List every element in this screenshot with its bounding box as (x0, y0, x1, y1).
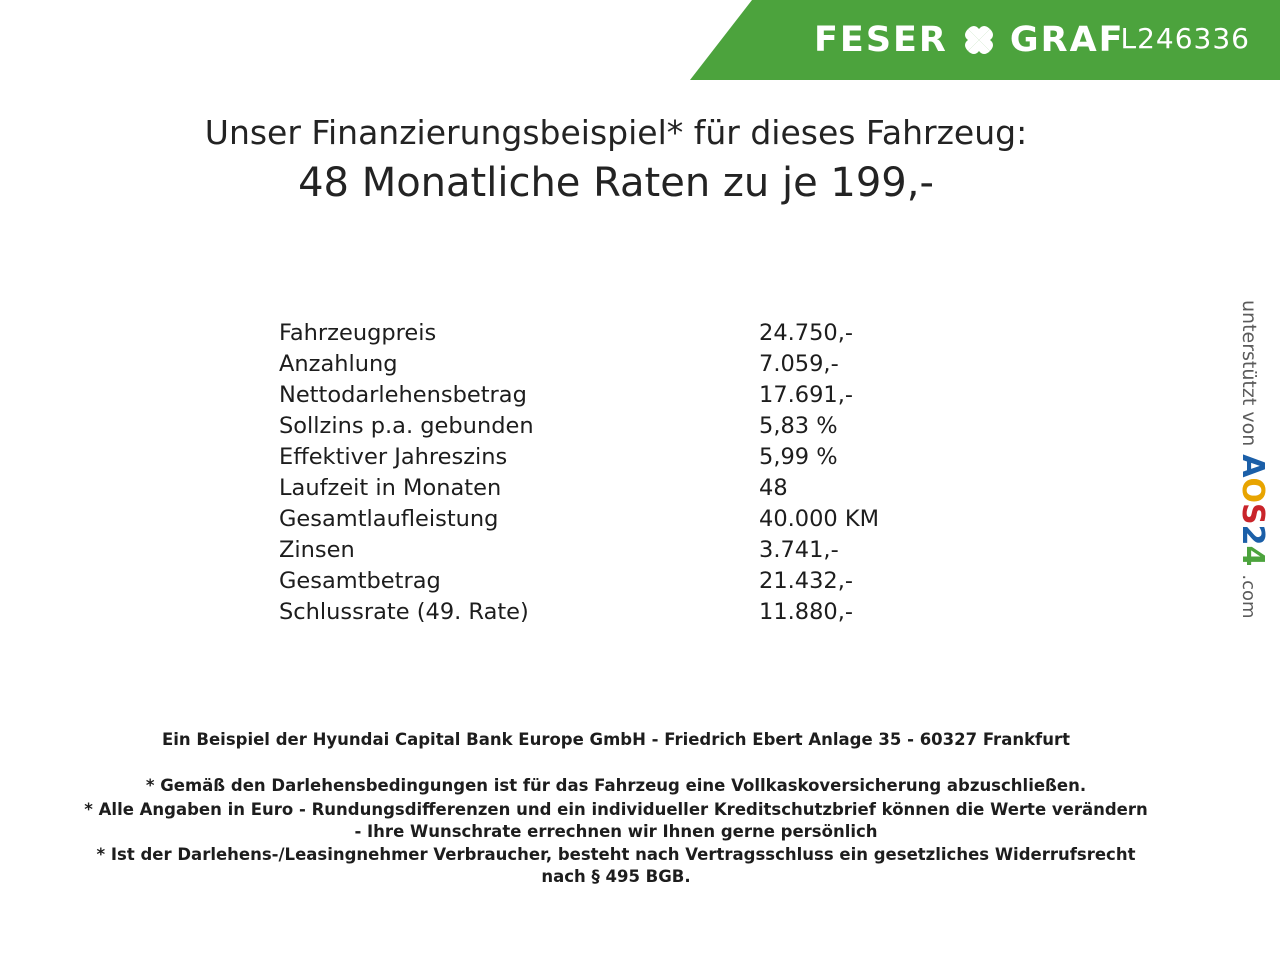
aos-letter-o: O (1235, 477, 1270, 503)
disclaimer-note-1: * Gemäß den Darlehensbedingungen ist für das Fahrzeug eine Vollkaskoversicherung abzuschließen. (145, 776, 1087, 795)
table-row (279, 568, 979, 599)
figure-value: 5,99 % (759, 444, 838, 470)
figure-label: Gesamtbetrag (279, 568, 441, 594)
aos-digit-4: 4 (1235, 545, 1270, 567)
figure-label: Schlussrate (49. Rate) (279, 599, 529, 625)
financing-figures-table (279, 320, 979, 630)
disclaimer-note-4: * Ist der Darlehens-/Leasingnehmer Verbraucher, besteht nach Vertragsschluss ein gesetzliches Widerrufsrecht (96, 845, 1136, 865)
figure-value: 24.750,- (759, 320, 853, 346)
disclaimer-note-3: - Ihre Wunschrate errechnen wir Ihnen gerne persönlich (354, 821, 878, 841)
header-banner (752, 0, 1280, 80)
figure-label: Anzahlung (279, 351, 398, 377)
table-row (279, 351, 979, 382)
brand-logo (814, 19, 1125, 60)
table-row (279, 444, 979, 475)
clover-icon (962, 23, 996, 57)
sponsor-lockup (1235, 300, 1270, 660)
disclaimer-note-5: nach § 495 BGB. (541, 867, 691, 887)
disclaimer-note-2: * Alle Angaben in Euro - Rundungsdifferenzen und ein individueller Kreditschutzbrief können die Werte verändern (84, 799, 1148, 819)
title-subheading: Unser Finanzierungsbeispiel* für dieses Fahrzeug: (204, 113, 1028, 152)
figure-value: 21.432,- (759, 568, 853, 594)
figure-value: 40.000 KM (759, 506, 880, 532)
table-row (279, 506, 979, 537)
figure-label: Sollzins p.a. gebunden (279, 413, 534, 439)
table-row (279, 413, 979, 444)
figure-label: Nettodarlehensbetrag (279, 382, 527, 408)
table-row (279, 320, 979, 351)
figure-value: 11.880,- (759, 599, 853, 625)
aos24-logo (1235, 454, 1270, 566)
figure-label: Gesamtlaufleistung (279, 506, 499, 532)
aos-letter-s: S (1235, 502, 1270, 525)
aos-digit-2: 2 (1235, 524, 1270, 546)
brand-name-right: GRAF (1009, 19, 1125, 60)
title-headline: 48 Monatliche Raten zu je 199,- (298, 160, 934, 207)
table-row (279, 382, 979, 413)
figure-label: Zinsen (279, 537, 355, 563)
figure-label: Laufzeit in Monaten (279, 475, 502, 501)
table-row (279, 599, 979, 630)
table-row (279, 475, 979, 506)
figure-value: 48 (759, 475, 788, 501)
listing-id: L246336 (1120, 22, 1250, 55)
figure-value: 3.741,- (759, 537, 839, 563)
table-row (279, 537, 979, 568)
brand-name-left: FESER (814, 19, 948, 60)
figure-value: 17.691,- (759, 382, 853, 408)
sponsor-strip (1230, 300, 1270, 660)
figure-label: Effektiver Jahreszins (279, 444, 508, 470)
figure-label: Fahrzeugpreis (279, 320, 437, 346)
sponsor-suffix: .com (1238, 574, 1259, 619)
bank-line: Ein Beispiel der Hyundai Capital Bank Europe GmbH - Friedrich Ebert Anlage 35 - 60327 Frankfurt (161, 730, 1070, 749)
page-title (0, 112, 1232, 209)
aos-letter-a: A (1235, 454, 1270, 478)
figure-value: 7.059,- (759, 351, 839, 377)
figure-value: 5,83 % (759, 413, 838, 439)
sponsor-prefix: unterstützt von (1238, 300, 1260, 447)
footer-disclaimer (0, 730, 1232, 890)
